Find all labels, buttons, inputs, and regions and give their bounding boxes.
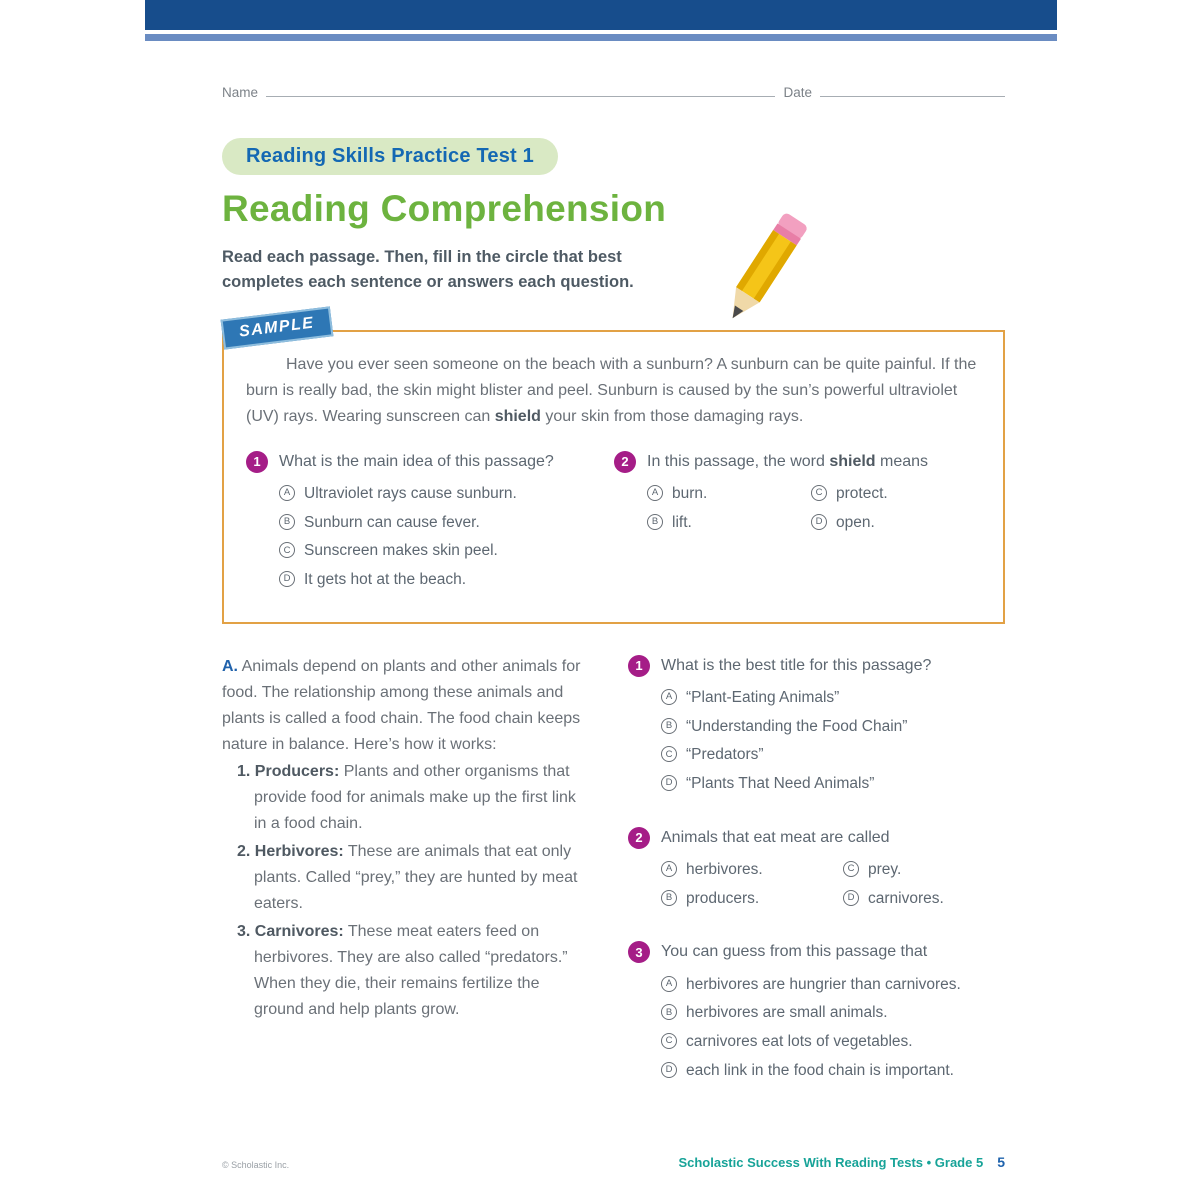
sample-passage-bold-word: shield	[494, 407, 541, 425]
question-number-badge: 3	[628, 941, 650, 963]
passage-a-label: A.	[222, 657, 238, 675]
passage-a	[222, 654, 582, 1112]
answer-bubble[interactable]: C	[661, 1033, 677, 1049]
answer-bubble[interactable]: C	[811, 485, 827, 501]
sample-badge: SAMPLE	[221, 307, 334, 350]
instructions-line-2: completes each sentence or answers each question.	[222, 273, 634, 292]
answer-bubble[interactable]: C	[279, 542, 295, 558]
copyright-text: © Scholastic Inc.	[222, 1160, 290, 1170]
answer-bubble[interactable]: A	[647, 485, 663, 501]
answer-option	[661, 974, 979, 996]
answer-option	[661, 744, 1005, 766]
stem-text-end: means	[875, 452, 929, 470]
answer-text: producers.	[686, 889, 760, 907]
food-chain-item	[237, 919, 582, 1023]
answer-text: herbivores.	[686, 860, 763, 878]
answer-bubble[interactable]: B	[661, 718, 677, 734]
name-label: Name	[222, 85, 259, 100]
date-input-line[interactable]	[820, 83, 1005, 97]
answer-option	[661, 1002, 979, 1024]
question-2	[628, 826, 1005, 917]
page-title: Reading Comprehension	[222, 188, 667, 229]
answer-option	[661, 1060, 979, 1082]
answer-bubble[interactable]: C	[843, 861, 859, 877]
test-badge: Reading Skills Practice Test 1	[222, 138, 558, 175]
top-bar	[145, 0, 1057, 30]
question-stem	[647, 450, 977, 473]
name-input-line[interactable]	[266, 83, 775, 97]
item-text: Plants and other organisms that provide food for animals make up the first link in a food chain.	[254, 763, 576, 833]
question-number-badge: 1	[246, 451, 268, 473]
answer-text: each link in the food chain is important.	[686, 1061, 954, 1079]
answer-option	[661, 716, 1005, 738]
sample-passage	[246, 352, 977, 430]
item-term: Producers:	[254, 763, 340, 781]
answer-option	[279, 540, 576, 562]
instructions	[222, 245, 1005, 295]
sample-passage-text: Have you ever seen someone on the beach with a sunburn? A sunburn can be quite painful. If the burn is really bad, the skin might blister and peel. Sunburn is caused by the sun’s powerful ultraviolet (UV) rays. Wearing sunscreen can	[246, 356, 977, 425]
answer-bubble[interactable]: A	[661, 861, 677, 877]
item-text: These are animals that eat only plants. Called “prey,” they are hunted by meat eaters.	[254, 843, 578, 912]
answer-bubble[interactable]: D	[661, 1062, 677, 1078]
item-number: 2.	[237, 843, 255, 861]
question-number-badge: 2	[614, 451, 636, 473]
passage-a-intro-text: Animals depend on plants and other animals for food. The relationship among these animals and plants is called a food chain. The food chain keeps nature in balance. Here’s how it works:	[222, 657, 581, 753]
answer-option	[661, 773, 1005, 795]
answer-text: herbivores are hungrier than carnivores.	[686, 975, 961, 993]
answer-option	[843, 888, 1005, 910]
answer-bubble[interactable]: B	[661, 890, 677, 906]
stem-bold-word: shield	[829, 452, 876, 470]
question-stem: What is the main idea of this passage?	[279, 452, 554, 470]
answer-option	[279, 569, 576, 591]
food-chain-item	[237, 839, 582, 917]
question-stem: Animals that eat meat are called	[661, 828, 890, 846]
answer-bubble[interactable]: D	[843, 890, 859, 906]
answer-text: Sunburn can cause fever.	[304, 513, 480, 531]
answer-bubble[interactable]: B	[279, 514, 295, 530]
answer-text: “Understanding the Food Chain”	[686, 717, 908, 735]
sample-question-2	[614, 450, 977, 541]
answer-option	[647, 512, 797, 534]
answer-text: “Plants That Need Animals”	[686, 775, 875, 793]
answer-bubble[interactable]: D	[811, 514, 827, 530]
book-series-title: Scholastic Success With Reading Tests • Grade 5	[678, 1155, 984, 1170]
answer-bubble[interactable]: A	[661, 689, 677, 705]
answer-text: “Plant-Eating Animals”	[686, 689, 840, 706]
answer-text: open.	[836, 513, 875, 531]
answer-bubble[interactable]: D	[279, 571, 295, 587]
question-number-badge: 1	[628, 655, 650, 677]
name-date-row	[222, 83, 1005, 100]
answer-text: lift.	[672, 513, 692, 531]
answer-option	[661, 1031, 979, 1053]
answer-bubble[interactable]: B	[647, 514, 663, 530]
worksheet-page	[145, 0, 1057, 1200]
sample-passage-text-end: your skin from those damaging rays.	[540, 407, 804, 425]
item-term: Herbivores:	[254, 843, 344, 861]
answer-option	[843, 859, 1005, 881]
top-bar-accent	[145, 34, 1057, 41]
answer-bubble[interactable]: D	[661, 775, 677, 791]
question-3	[628, 940, 1005, 1088]
answer-text: herbivores are small animals.	[686, 1004, 888, 1022]
answer-bubble[interactable]: A	[279, 485, 295, 501]
food-chain-item	[237, 759, 582, 837]
answer-option	[279, 512, 576, 534]
question-number-badge: 2	[628, 827, 650, 849]
answer-text: carnivores eat lots of vegetables.	[686, 1032, 913, 1050]
answer-option	[647, 483, 797, 505]
question-stem: What is the best title for this passage?	[661, 656, 932, 674]
answer-option	[811, 512, 977, 534]
item-term: Carnivores:	[254, 922, 344, 940]
question-stem: You can guess from this passage that	[661, 943, 928, 961]
answer-option	[279, 483, 576, 505]
answer-text: prey.	[868, 860, 902, 878]
page-footer	[222, 1154, 1005, 1170]
answer-bubble[interactable]: B	[661, 1004, 677, 1020]
answer-option	[661, 687, 1005, 709]
answer-option	[811, 483, 977, 505]
answer-text: Ultraviolet rays cause sunburn.	[304, 485, 517, 503]
answer-text: “Predators”	[686, 746, 764, 764]
answer-bubble[interactable]: C	[661, 746, 677, 762]
date-label: Date	[783, 85, 812, 100]
item-number: 3.	[237, 922, 255, 940]
answer-text: protect.	[836, 485, 888, 503]
answer-text: It gets hot at the beach.	[304, 571, 467, 589]
answer-bubble[interactable]: A	[661, 976, 677, 992]
answer-option	[661, 859, 829, 881]
question-1	[628, 654, 1005, 802]
answer-text: carnivores.	[868, 889, 944, 907]
passage-a-intro	[222, 654, 582, 758]
sample-box	[222, 330, 1005, 624]
answer-text: Sunscreen makes skin peel.	[304, 542, 498, 560]
pencil-icon	[702, 203, 822, 343]
item-text: These meat eaters feed on herbivores. They are also called “predators.” When they die, their remains fertilize the ground and help plants grow.	[254, 922, 568, 1018]
item-number: 1.	[237, 763, 255, 781]
sample-question-1	[246, 450, 576, 598]
answer-option	[661, 888, 829, 910]
instructions-line-1: Read each passage. Then, fill in the circle that best	[222, 248, 622, 266]
answer-text: burn.	[672, 485, 708, 503]
stem-text: In this passage, the word	[647, 452, 830, 470]
page-number: 5	[997, 1154, 1005, 1170]
